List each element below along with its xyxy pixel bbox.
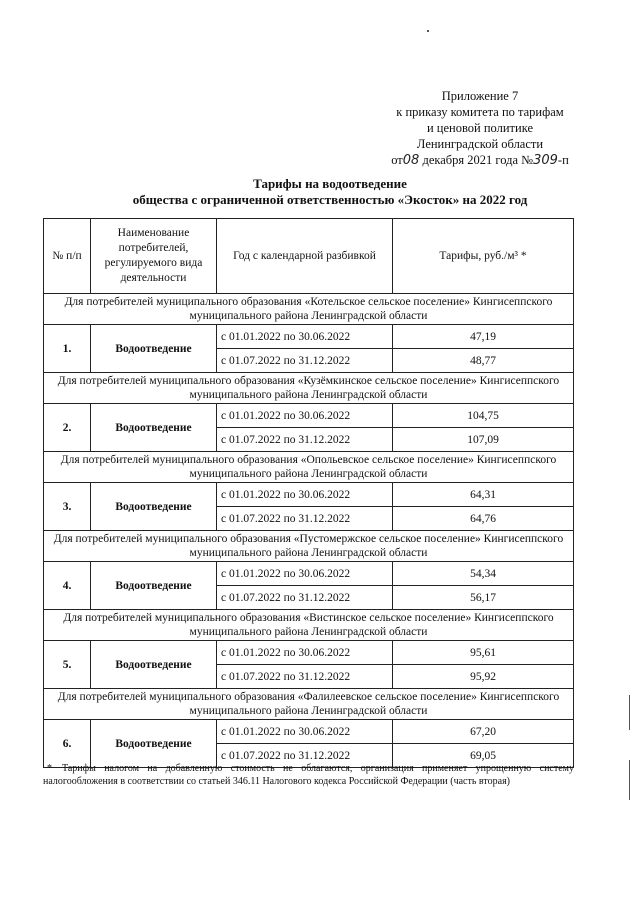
table-header-row — [44, 219, 574, 294]
date-middle: декабря 2021 года № — [422, 153, 534, 167]
date-prefix: от — [391, 153, 403, 167]
tariff-value: 95,61 — [393, 641, 574, 665]
table-body — [44, 294, 574, 768]
row-number: 1. — [44, 325, 91, 373]
row-number: 5. — [44, 641, 91, 689]
scan-edge-line — [629, 695, 630, 730]
tariff-value: 64,76 — [393, 507, 574, 531]
scan-speck — [427, 30, 429, 32]
order-suffix: -п — [557, 153, 569, 167]
appendix-label: Приложение 7 — [441, 89, 519, 103]
table-row — [44, 404, 574, 428]
appendix-order-ref: к приказу комитета по тарифам — [396, 105, 564, 119]
municipality-heading: Для потребителей муниципального образования «Вистинское сельское поселение» Кингисеппского муниципального района Ленинградской области — [44, 610, 574, 641]
period-cell: с 01.01.2022 по 30.06.2022 — [217, 720, 393, 744]
period-cell: с 01.07.2022 по 31.12.2022 — [217, 586, 393, 610]
municipality-row — [44, 294, 574, 325]
footnote-text: Тарифы налогом на добавленную стоимость не облагаются, организация применяет упрощенную систему налогообложения в соответствии со статьей 346.11 Налогового кодекса Российской Федерации (часть вторая) — [43, 763, 574, 787]
tariff-value: 67,20 — [393, 720, 574, 744]
tariff-value: 48,77 — [393, 349, 574, 373]
row-number: 3. — [44, 483, 91, 531]
header-num: № п/п — [44, 219, 91, 294]
period-cell: с 01.07.2022 по 31.12.2022 — [217, 428, 393, 452]
handwritten-day: 08 — [402, 153, 420, 168]
appendix-region: Ленинградской области — [416, 137, 544, 151]
municipality-row — [44, 373, 574, 404]
title-line-2: общества с ограниченной ответственностью «Экосток» на 2022 год — [132, 192, 528, 207]
footnote — [43, 762, 574, 788]
tariff-value: 47,19 — [393, 325, 574, 349]
appendix-order-ref-2: и ценовой политике — [426, 121, 534, 135]
tariff-value: 104,75 — [393, 404, 574, 428]
row-number: 6. — [44, 720, 91, 768]
service-name: Водоотведение — [91, 325, 217, 373]
table-row — [44, 483, 574, 507]
period-cell: с 01.07.2022 по 31.12.2022 — [217, 507, 393, 531]
municipality-heading: Для потребителей муниципального образования «Пустомержское сельское поселение» Кингисеппского муниципального района Ленинградской области — [44, 531, 574, 562]
tariffs-table — [43, 218, 574, 768]
header-tariff: Тарифы, руб./м³ * — [393, 219, 574, 294]
period-cell: с 01.01.2022 по 30.06.2022 — [217, 325, 393, 349]
footnote-marker: * — [47, 763, 52, 774]
row-number: 4. — [44, 562, 91, 610]
table-row — [44, 641, 574, 665]
service-name: Водоотведение — [91, 720, 217, 768]
period-cell: с 01.07.2022 по 31.12.2022 — [217, 349, 393, 373]
period-cell: с 01.01.2022 по 30.06.2022 — [217, 641, 393, 665]
appendix-date-line — [380, 152, 580, 169]
appendix-block — [380, 88, 580, 169]
header-name: Наименование потребителей, регулируемого вида деятельности — [91, 219, 217, 294]
tariff-value: 56,17 — [393, 586, 574, 610]
service-name: Водоотведение — [91, 483, 217, 531]
tariff-value: 54,34 — [393, 562, 574, 586]
title-line-1: Тарифы на водоотведение — [253, 176, 407, 191]
period-cell: с 01.01.2022 по 30.06.2022 — [217, 483, 393, 507]
municipality-row — [44, 689, 574, 720]
municipality-heading: Для потребителей муниципального образования «Кузёмкинское сельское поселение» Кингисеппского муниципального района Ленинградской области — [44, 373, 574, 404]
tariff-value: 69,05 — [393, 744, 574, 768]
service-name: Водоотведение — [91, 404, 217, 452]
scan-edge-line — [629, 760, 630, 800]
row-number: 2. — [44, 404, 91, 452]
municipality-heading: Для потребителей муниципального образования «Фалилеевское сельское поселение» Кингисеппского муниципального района Ленинградской области — [44, 689, 574, 720]
table-row — [44, 562, 574, 586]
period-cell: с 01.07.2022 по 31.12.2022 — [217, 744, 393, 768]
service-name: Водоотведение — [91, 641, 217, 689]
municipality-heading: Для потребителей муниципального образования «Котельское сельское поселение» Кингисеппского муниципального района Ленинградской области — [44, 294, 574, 325]
tariff-value: 107,09 — [393, 428, 574, 452]
service-name: Водоотведение — [91, 562, 217, 610]
header-year: Год с календарной разбивкой — [217, 219, 393, 294]
tariff-value: 95,92 — [393, 665, 574, 689]
period-cell: с 01.01.2022 по 30.06.2022 — [217, 404, 393, 428]
table-row — [44, 325, 574, 349]
document-title — [80, 176, 580, 208]
tariff-value: 64,31 — [393, 483, 574, 507]
period-cell: с 01.07.2022 по 31.12.2022 — [217, 665, 393, 689]
municipality-heading: Для потребителей муниципального образования «Опольевское сельское поселение» Кингисеппского муниципального района Ленинградской области — [44, 452, 574, 483]
municipality-row — [44, 531, 574, 562]
handwritten-order-number: 309 — [533, 153, 558, 168]
table-row — [44, 720, 574, 744]
municipality-row — [44, 610, 574, 641]
municipality-row — [44, 452, 574, 483]
period-cell: с 01.01.2022 по 30.06.2022 — [217, 562, 393, 586]
